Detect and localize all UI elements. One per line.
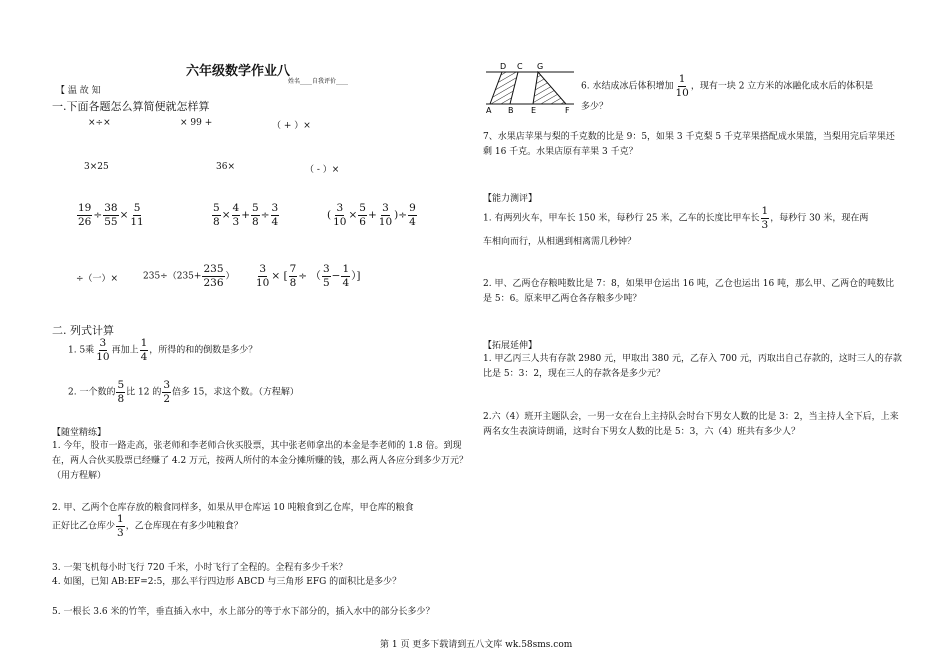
name-line: 姓名____自我评价____ xyxy=(288,78,349,85)
fraction: $\frac{3}{10}$ xyxy=(333,202,347,228)
expr-3b: $\frac{5}{8}$ × $\frac{4}{3}$ + $\frac{5}{8}$ ÷ $\frac{3}{4}$ xyxy=(213,202,279,228)
fraction: $\frac{235}{236}$ xyxy=(203,263,224,289)
expr-4a: ÷（一）× xyxy=(76,274,119,284)
practice-2-line2: 正好比乙仓库少 $\frac{1}{3}$ ，乙仓库现在有多少吨粮食？ xyxy=(52,513,243,539)
q-2-2: 2. 一个数的 $\frac{5}{8}$ 比 12 的 $\frac{3}{2}$ 倍多 15，求这个数。（方程解） xyxy=(68,379,299,405)
expr-1c: （ + ）× xyxy=(272,121,311,131)
fraction: $\frac{4}{3}$ xyxy=(232,202,240,228)
fraction: $\frac{1}{3}$ xyxy=(761,205,769,231)
ability-1-line1: 1. 有两列火车，甲车长 150 米，每秒行 25 米，乙车的长度比甲车长 $\frac{1}{3}$ ，每秒行 30 米，现在两 xyxy=(483,205,869,231)
fraction: $\frac{5}{8}$ xyxy=(213,202,220,228)
expr-4c: $\frac{3}{10}$ × [ $\frac{7}{8}$ ÷ （ $\frac{3}{5}$ − $\frac{1}{4}$ ）] xyxy=(256,263,361,289)
section2-heading: 二. 列式计算 xyxy=(52,324,114,337)
q-7: 7、水果店苹果与梨的千克数的比是 9：5，如果 3 千克梨 5 千克苹果搭配成水果篮，当梨用完后苹果还剩 16 千克。水果店原有苹果 3 千克？ xyxy=(483,132,895,157)
practice-4: 4. 如图，已知 AB:EF=2:5，那么平行四边形 ABCD 与三角形 EFG 的面积比是多少？ xyxy=(52,577,402,587)
label-e: E xyxy=(531,106,537,115)
extend-1: 1. 甲乙丙三人共有存款 2980 元，甲取出 380 元，乙存入 700 元，丙取出自己存款的，这时三人的存款比是 5：3：2，现在三人的存款各是多少元？ xyxy=(483,354,902,379)
parallelogram-abcd xyxy=(490,72,518,104)
practice-2-line1: 2. 甲、乙两个仓库存放的粮食同样多，如果从甲仓库运 10 吨粮食到乙仓库，甲仓库的粮食 xyxy=(52,503,414,513)
q-6-line1: 6. 水结成冰后体积增加 $\frac{1}{10}$ ，现有一块 2 立方米的冰融化成水后的体积是 xyxy=(581,73,874,99)
q-6-line2: 多少？ xyxy=(581,102,609,112)
review-label: 【 温 故 知 xyxy=(56,86,101,96)
fraction: $\frac{3}{10}$ xyxy=(96,337,110,363)
ability-1-line2: 车相向而行，从相遇到相离需几秒钟？ xyxy=(483,237,637,247)
parallelogram-figure xyxy=(480,58,580,116)
expr-3c: ( $\frac{3}{10}$ × $\frac{5}{6}$ + $\frac{3}{10}$ )÷ $\frac{9}{4}$ xyxy=(327,202,416,228)
expr-2c: （ - ）× xyxy=(305,165,340,175)
fraction: $\frac{3}{5}$ xyxy=(322,263,330,289)
practice-heading: 【随堂精练】 xyxy=(52,428,107,438)
practice-5: 5. 一根长 3.6 米的竹竿，垂直插入水中，水上部分的等于水下部分的，插入水中的部分长多少？ xyxy=(52,607,435,617)
label-a: A xyxy=(486,106,492,115)
fraction: $\frac{3}{2}$ xyxy=(163,379,171,405)
expr-1b: × 99 + xyxy=(180,118,213,128)
ability-2: 2. 甲、乙两仓存粮吨数比是 7：8，如果甲仓运出 16 吨，乙仓也运出 16 吨，那么甲、乙两仓的吨数比是 5：6。原来甲乙两仓各存粮多少吨？ xyxy=(483,279,895,304)
practice-1: 1. 今年，股市一路走高，张老师和李老师合伙买股票，其中张老师拿出的本金是李老师的 1.8 倍。到现在，两人合伙买股票已经赚了 4.2 万元，按两人所付的本金分摊所赚的钱，那么两人各应分到多少万元？（用方程解） xyxy=(52,441,469,481)
expr-2a: 3×25 xyxy=(84,162,109,172)
fraction: $\frac{1}{4}$ xyxy=(140,337,148,363)
fraction: $\frac{1}{4}$ xyxy=(342,263,350,289)
label-c: C xyxy=(517,62,523,71)
fraction: $\frac{1}{3}$ xyxy=(117,513,124,539)
triangle-efg xyxy=(533,72,566,104)
label-g: G xyxy=(537,62,544,71)
fraction: $\frac{3}{10}$ xyxy=(256,263,270,289)
page-footer: 第 1 页 更多下载请到五八文库 wk.58sms.com xyxy=(380,640,573,650)
fraction: $\frac{9}{4}$ xyxy=(409,202,416,228)
q-2-1: 1. 5乘 $\frac{3}{10}$ 再加上 $\frac{1}{4}$ ，所得的和的倒数是多少？ xyxy=(68,337,258,363)
label-f: F xyxy=(565,106,570,115)
label-b: B xyxy=(508,106,514,115)
practice-3: 3. 一架飞机每小时飞行 720 千米，小时飞行了全程的。全程有多少千米？ xyxy=(52,563,348,573)
expr-3a: $\frac{19}{26}$ ÷ $\frac{38}{55}$ × $\frac{5}{11}$ xyxy=(78,202,144,228)
fraction: $\frac{7}{8}$ xyxy=(289,263,297,289)
expr-1a: ×÷× xyxy=(88,118,111,128)
fraction: $\frac{5}{11}$ xyxy=(130,202,144,228)
expr-2b: 36× xyxy=(216,162,235,172)
fraction: $\frac{5}{8}$ xyxy=(252,202,259,228)
fraction: $\frac{5}{8}$ xyxy=(117,379,125,405)
section1-heading: 一.下面各题怎么算简便就怎样算 xyxy=(52,100,210,113)
fraction: $\frac{5}{6}$ xyxy=(359,202,366,228)
ability-heading: 【能力测评】 xyxy=(483,194,538,204)
fraction: $\frac{1}{10}$ xyxy=(675,73,689,99)
fraction: $\frac{19}{26}$ xyxy=(78,202,92,228)
fraction: $\frac{3}{4}$ xyxy=(271,202,279,228)
fraction: $\frac{38}{55}$ xyxy=(104,202,118,228)
page-title: 六年级数学作业八 xyxy=(186,64,291,79)
expr-4b: 235÷（235+ $\frac{235}{236}$ ） xyxy=(143,263,235,289)
extend-heading: 【拓展延伸】 xyxy=(483,341,538,351)
extend-2: 2.六（4）班开主题队会，一男一女在台上主持队会时台下男女人数的比是 3：2，当主持人全下后，上来两名女生表演诗朗诵，这时台下男女人数的比是 5：3，六（4）班共有多少人？ xyxy=(483,412,899,437)
label-d: D xyxy=(500,62,507,71)
fraction: $\frac{3}{10}$ xyxy=(378,202,393,228)
